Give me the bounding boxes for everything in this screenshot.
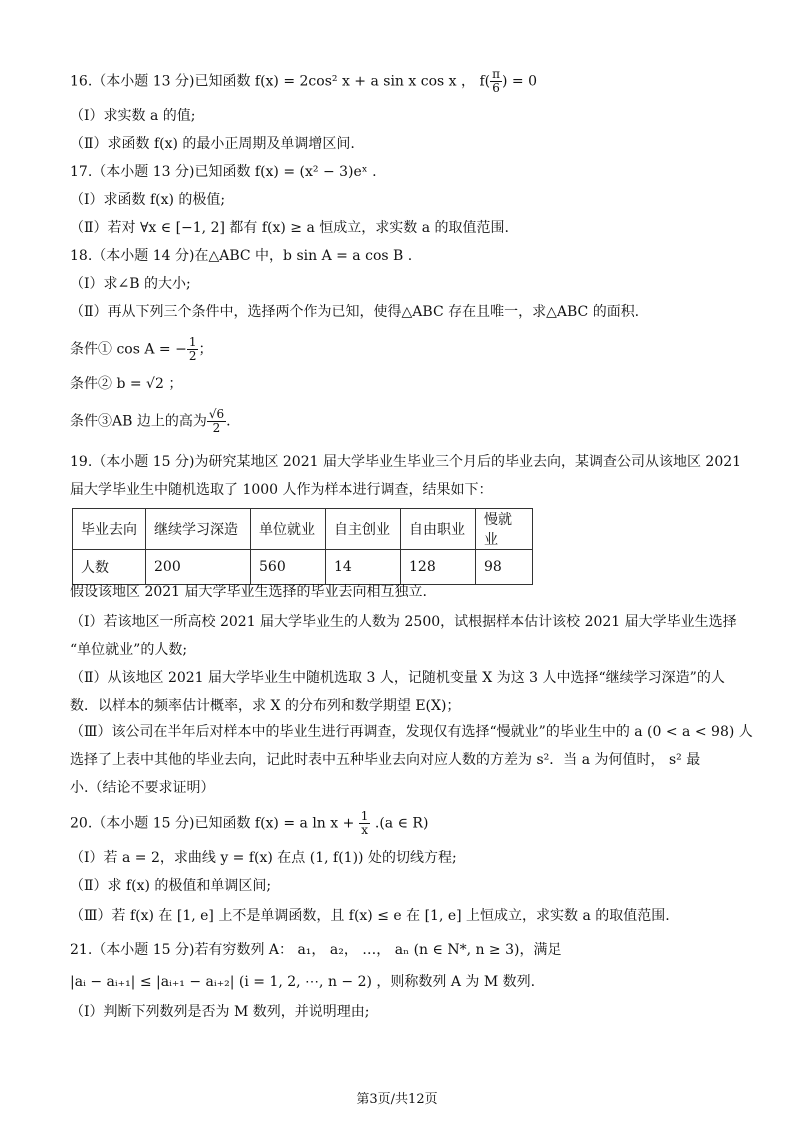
q20-stem-denominator: x: [361, 823, 368, 837]
q17-part1: （Ⅰ）求函数 f(x) 的极值;: [70, 192, 226, 208]
q16-cond-denominator: 6: [492, 81, 500, 95]
q20-part1: （Ⅰ）若 a = 2，求曲线 y = f(x) 在点 (1, f(1)) 处的切线方程;: [70, 850, 457, 866]
q19-part3-line2: 选择了上表中其他的毕业去向，记此时表中五种毕业去向对应人数的方差为 s²．当 a 为何值时， s² 最: [70, 752, 701, 768]
q16-stem-text: 16.（本小题 13 分)已知函数 f(x) = 2cos² x + a sin x cos x ，: [70, 73, 475, 90]
q17-stem: 17.（本小题 13 分)已知函数 f(x) = (x² − 3)eˣ .: [70, 164, 377, 180]
q20-stem-post: .(a ∈ R): [374, 815, 429, 832]
q18-c1-numerator: 1: [188, 335, 197, 349]
q18-condition3: [70, 408, 231, 435]
q19-stem-line2: 届大学毕业生中随机选取了 1000 人作为样本进行调查，结果如下：: [70, 482, 493, 498]
q18-c1-post: ；: [198, 341, 213, 358]
q18-c3-pre: 条件③AB 边上的高为: [70, 413, 207, 430]
q19-part1-line1: （Ⅰ）若该地区一所高校 2021 届大学毕业生的人数为 2500，试根据样本估计该校 2021 届大学毕业生选择: [70, 614, 737, 630]
q21-stem-line2: |aᵢ − aᵢ₊₁| ≤ |aᵢ₊₁ − aᵢ₊₂| (i = 1, 2, ⋯, n − 2) ，则称数列 A 为 M 数列.: [70, 974, 536, 990]
q18-condition2: 条件② b = √2 ；: [70, 376, 183, 392]
q20-stem: [70, 810, 428, 837]
q16-stem: [70, 68, 537, 95]
q18-c1-fraction: [187, 336, 199, 363]
q18-part1: （Ⅰ）求∠B 的大小;: [70, 276, 191, 292]
q19-assumption: 假设该地区 2021 届大学毕业生选择的毕业去向相互独立.: [70, 584, 427, 600]
page-number: 第3页/共12页: [356, 1092, 438, 1107]
table-row: [73, 509, 533, 550]
q19-part2-line1: （Ⅱ）从该地区 2021 届大学毕业生中随机选取 3 人，记随机变量 X 为这 3 人中选择“继续学习深造”的人: [70, 670, 725, 686]
q18-c1-pre: 条件① cos A = −: [70, 341, 187, 358]
q19-part2-line2: 数．以样本的频率估计概率，求 X 的分布列和数学期望 E(X)；: [70, 698, 461, 714]
q19-part3-line3: 小.（结论不要求证明）: [70, 780, 215, 796]
q16-part2: （Ⅱ）求函数 f(x) 的最小正周期及单调增区间.: [70, 136, 355, 152]
table-header-cell: 毕业去向: [73, 509, 146, 550]
q20-stem-fraction: [359, 810, 371, 837]
table-cell: 人数: [73, 550, 146, 585]
q18-part2: （Ⅱ）再从下列三个条件中，选择两个作为已知，使得△ABC 存在且唯一，求△ABC 的面积.: [70, 304, 640, 320]
q19-part1-line2: “单位就业”的人数;: [70, 642, 188, 658]
q18-condition1: [70, 336, 212, 363]
q19-part3-line1: （Ⅲ）该公司在半年后对样本中的毕业生进行再调查，发现仅有选择“慢就业”的毕业生中的 a (0 < a < 98) 人: [70, 724, 753, 740]
q20-part2: （Ⅱ）求 f(x) 的极值和单调区间;: [70, 878, 272, 894]
q20-stem-numerator: 1: [360, 809, 369, 823]
q16-cond-fraction: [490, 68, 502, 95]
table-header-cell: 慢就业: [476, 509, 533, 550]
table-cell: 14: [326, 550, 401, 585]
table-row: [73, 550, 533, 585]
table-header-cell: 自由职业: [401, 509, 476, 550]
q18-c3-fraction: [207, 408, 226, 435]
q18-c3-post: .: [226, 413, 231, 430]
table-cell: 128: [401, 550, 476, 585]
q18-c3-denominator: 2: [212, 421, 221, 435]
table-header-cell: 单位就业: [251, 509, 326, 550]
q16-cond-pre: f(: [479, 73, 491, 90]
q20-stem-pre: 20.（本小题 15 分)已知函数 f(x) = a ln x +: [70, 815, 355, 832]
q19-stem-line1: 19.（本小题 15 分)为研究某地区 2021 届大学毕业生毕业三个月后的毕业去向，某调查公司从该地区 2021: [70, 454, 742, 470]
table-header-cell: 自主创业: [326, 509, 401, 550]
q18-c1-denominator: 2: [188, 349, 197, 363]
q16-part1: （Ⅰ）求实数 a 的值;: [70, 108, 196, 124]
table-header-cell: 继续学习深造: [146, 509, 251, 550]
q16-cond-numerator: π: [492, 67, 500, 81]
table-cell: 560: [251, 550, 326, 585]
q18-stem: 18.（本小题 14 分)在△ABC 中，b sin A = a cos B .: [70, 248, 413, 264]
q21-part1: （Ⅰ）判断下列数列是否为 M 数列，并说明理由;: [70, 1004, 370, 1020]
q19-survey-table: [72, 508, 533, 585]
q20-part3: （Ⅲ）若 f(x) 在 [1, e] 上不是单调函数，且 f(x) ≤ e 在 [1, e] 上恒成立，求实数 a 的取值范围.: [70, 908, 670, 924]
q21-stem-line1: 21.（本小题 15 分)若有穷数列 A： a₁， a₂， …， aₙ (n ∈ N*, n ≥ 3)，满足: [70, 942, 562, 958]
table-cell: 98: [476, 550, 533, 585]
table-cell: 200: [146, 550, 251, 585]
q16-cond-post: ) = 0: [502, 73, 537, 90]
q17-part2: （Ⅱ）若对 ∀x ∈ [−1, 2] 都有 f(x) ≥ a 恒成立，求实数 a 的取值范围.: [70, 220, 509, 236]
q18-c3-numerator: √6: [208, 407, 225, 421]
